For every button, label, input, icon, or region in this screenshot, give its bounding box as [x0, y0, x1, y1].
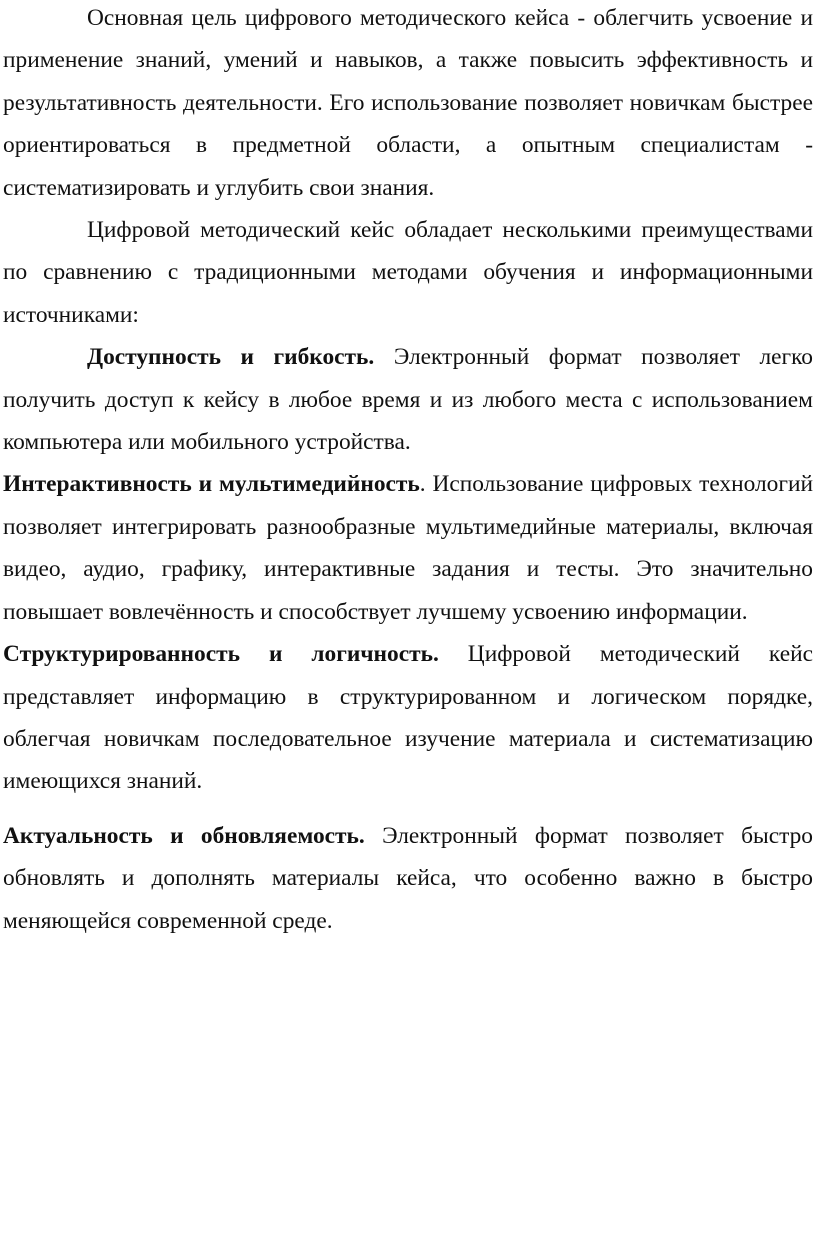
paragraph-accessibility — [3, 336, 813, 463]
paragraph-structure — [3, 633, 813, 803]
paragraph-lead: Актуальность и обновляемость. — [3, 822, 365, 849]
paragraph-lead: Интерактивность и мультимедийность — [3, 471, 420, 498]
paragraph-text: Цифровой методический кейс обладает несколькими преимуществами по сравнению с традиционными методами обучения и информационными источниками: — [3, 217, 813, 328]
paragraph-text: Цифровой методический кейс представляет информацию в структурированном и логическом порядке, облегчая новичкам последовательное изучение материала и систематизацию имеющихся знаний. — [3, 641, 813, 795]
paragraph-relevance — [3, 815, 813, 942]
paragraph-advantages-intro — [3, 209, 813, 336]
paragraph-text: Электронный формат позволяет быстро обновлять и дополнять материалы кейса, что особенно важно в быстро меняющейся современной среде. — [3, 822, 813, 934]
paragraph-interactivity — [3, 463, 813, 633]
paragraph-lead: Доступность и гибкость. — [87, 344, 375, 371]
paragraph-purpose — [3, 0, 813, 209]
paragraph-text: Электронный формат позволяет легко получить доступ к кейсу в любое время и из любого места с использованием компьютера или мобильного устройства. — [3, 344, 813, 456]
paragraph-text: Основная цель цифрового методического кейса - облегчить усвоение и применение знаний, умений и навыков, а также повысить эффективность и результативность деятельности. Его использование позволяет новичкам быстрее ориентироваться в предметной области, а опытным специалистам - систематизировать и углубить свои знания. — [3, 5, 813, 201]
paragraph-text: . Использование цифровых технологий позволяет интегрировать разнообразные мультимедийные материалы, включая видео, аудио, графику, интерактивные задания и тесты. Это значительно повышает вовлечённость и способствует лучшему усвоению информации. — [3, 471, 813, 625]
paragraph-lead: Структурированность и логичность. — [3, 641, 439, 668]
